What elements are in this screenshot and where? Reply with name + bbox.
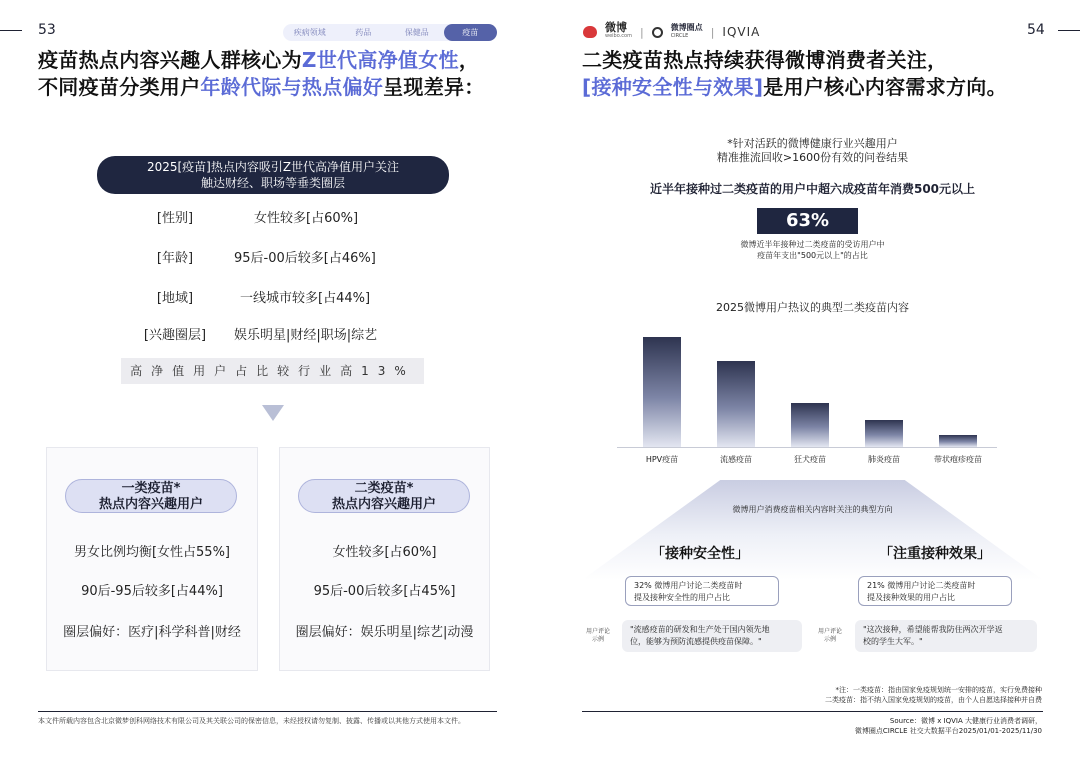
bar-3 [865,420,903,448]
card-title-pill [298,479,470,513]
bar-0 [643,337,681,447]
weibo-logo-subtext: weibo.com [605,33,632,39]
efficacy-stat-line: 21% 微博用户讨论二类疫苗时 [867,581,976,590]
source-line: 微博圈点CIRCLE 社交大数据平台2025/01/01-2025/11/30 [854,727,1042,735]
attr-key-interest: [兴趣圈层] [143,328,207,343]
footnote-line: *注：一类疫苗：指由国家免疫规划统一安排的疫苗，实行免费接种 [835,686,1042,694]
efficacy-stat-box [858,576,1012,606]
safety-stat-box [625,576,779,606]
tab-disease[interactable]: 疾病领域 [293,28,326,37]
tab-supplements[interactable]: 保健品 [404,28,429,37]
summary-line: 2025[疫苗]热点内容吸引Z世代高净值用户关注 [146,160,400,174]
stat-description [582,239,1043,261]
card-line: 90后-95后较多[占44%] [81,584,223,599]
direction-fan-background [582,480,1043,580]
card-line: 男女比例均衡[女性占55%] [73,545,231,560]
attr-value-interest: 娱乐明星|财经|职场|综艺 [234,328,378,343]
quote-line: "这次接种，希望能帮我防住两次开学返 [863,625,1003,634]
vaccine-bar-chart [625,335,995,447]
spend-headline: 近半年接种过二类疫苗的用户中超六成疫苗年消费500元以上 [649,182,976,196]
category-label-1: 流感疫苗 [720,455,752,464]
title-highlight: 年龄代际与热点偏好 [200,75,384,99]
down-arrow-icon [262,405,284,421]
quote-line: 校的学生大军。" [863,637,923,646]
stat-description-line: 微博近半年接种过二类疫苗的受访用户中 [740,240,885,249]
quote-label-line: 示例 [823,636,836,643]
quote-label-line: 用户评论 [817,628,842,635]
survey-note-line: 精准推流回收>1600份有效的问卷结果 [716,151,909,164]
card-title-line: 二类疫苗* [354,481,414,496]
safety-stat-line: 32% 微博用户讨论二类疫苗时 [634,581,743,590]
card-type2-vaccine [279,447,490,671]
logo-divider: | [639,25,644,39]
efficacy-stat-line: 提及接种效果的用户占比 [867,593,955,602]
bar-1 [717,361,755,447]
direction-title-safety: 「接种安全性」 [651,546,749,562]
title-text: 是用户核心内容需求方向。 [763,75,1007,99]
logo-divider: | [710,25,715,39]
source-note [742,716,1042,736]
attr-key-age: [年龄] [156,251,194,266]
quote-line: "流感疫苗的研发和生产处于国内领先地 [630,625,770,634]
quote-label-line: 用户评论 [585,628,610,635]
category-label-2: 狂犬疫苗 [794,455,826,464]
safety-stat-line: 提及接种安全性的用户占比 [634,593,730,602]
weibo-logo-icon [583,26,597,38]
left-page-number: 53 [38,22,56,38]
highlight-strip: 高净值用户占比较行业高13% [121,358,424,384]
quote-box-safety [622,620,802,652]
weibo-logo-text: 微博 [605,21,627,34]
left-header-rule [0,30,22,31]
vaccine-footnote [742,685,1042,705]
left-title [38,47,518,101]
card-line: 女性较多[占60%] [332,545,437,560]
direction-caption: 微博用户消费疫苗相关内容时关注的典型方向 [732,505,893,514]
right-footer-rule [582,711,1043,712]
right-page-number: 54 [1027,22,1045,38]
quote-label-line: 示例 [591,636,604,643]
title-text: ， [458,48,480,72]
summary-line: 触达财经、职场等垂类圈层 [200,176,345,190]
quote-label-efficacy [814,628,846,644]
footnote-line: 二类疫苗：指不纳入国家免疫规划的疫苗，由个人自愿选择接种并自费 [825,696,1042,704]
chart-category-axis [625,454,995,466]
card-title-pill [65,479,237,513]
stat-description-line: 疫苗年支出"500元以上"的占比 [757,251,868,260]
bar-4 [939,435,977,447]
category-label-4: 带状疱疹疫苗 [934,455,982,464]
attr-key-region: [地域] [156,291,194,306]
title-text: 不同疫苗分类用户 [38,75,201,99]
circle-logo-subtext: CIRCLE [670,33,689,39]
attr-value-region: 一线城市较多[占44%] [240,291,371,306]
summary-pill [97,156,449,194]
attr-key-gender: [性别] [156,211,194,226]
title-text: 呈现差异： [383,75,485,99]
survey-note-line: *针对活跃的微博健康行业兴趣用户 [727,137,898,150]
title-text: 二类疫苗热点持续获得微博消费者关注， [582,48,948,72]
circle-logo-text: 微博圈点 [670,23,703,32]
category-label-0: HPV疫苗 [645,455,679,464]
stat-value-box: 63% [757,208,858,234]
direction-title-efficacy: 「注重接种效果」 [879,546,991,562]
left-footer-disclaimer: 本文件所载内容包含北京微梦创科网络技术有限公司及其关联公司的保密信息，未经授权请勿复制、披露、传播或以其他方式使用本文件。 [38,717,465,725]
left-footer-rule [38,711,497,712]
quote-box-efficacy [855,620,1037,652]
card-line: 95后-00后较多[占45%] [313,584,456,599]
category-tabs [283,24,497,41]
tab-drugs[interactable]: 药品 [355,28,372,37]
card-line: 圈层偏好：娱乐明星|综艺|动漫 [295,625,474,640]
survey-note [582,137,1043,165]
right-header-rule [1058,30,1080,31]
tab-vaccines[interactable]: 疫苗 [444,24,498,41]
card-line: 圈层偏好：医疗|科学科普|财经 [63,625,241,640]
quote-line: 位，能够为预防流感提供疫苗保障。" [630,637,762,646]
quote-label-safety [582,628,614,644]
card-title-line: 热点内容兴趣用户 [98,497,203,512]
source-line: Source：微博 x IQVIA 大健康行业消费者调研， [889,717,1042,725]
title-highlight: Z世代高净值女性 [301,48,459,72]
chart-baseline [617,447,997,448]
card-title-line: 一类疫苗* [121,481,181,496]
logo-bar [583,23,760,41]
weibo-logo [605,23,632,41]
card-type1-vaccine [46,447,258,671]
title-highlight: [接种安全性与效果] [582,75,764,99]
title-text: 疫苗热点内容兴趣人群核心为 [38,48,302,72]
chart-title: 2025微博用户热议的典型二类疫苗内容 [716,301,909,314]
card-title-line: 热点内容兴趣用户 [331,497,436,512]
attr-value-gender: 女性较多[占60%] [254,211,359,226]
category-label-3: 肺炎疫苗 [868,455,900,464]
circle-logo-icon [652,27,663,38]
circle-logo [671,24,703,40]
bar-2 [791,403,829,447]
attr-value-age: 95后-00后较多[占46%] [234,251,376,266]
right-title [582,47,1062,101]
iqvia-logo: IQVIA [722,25,761,39]
